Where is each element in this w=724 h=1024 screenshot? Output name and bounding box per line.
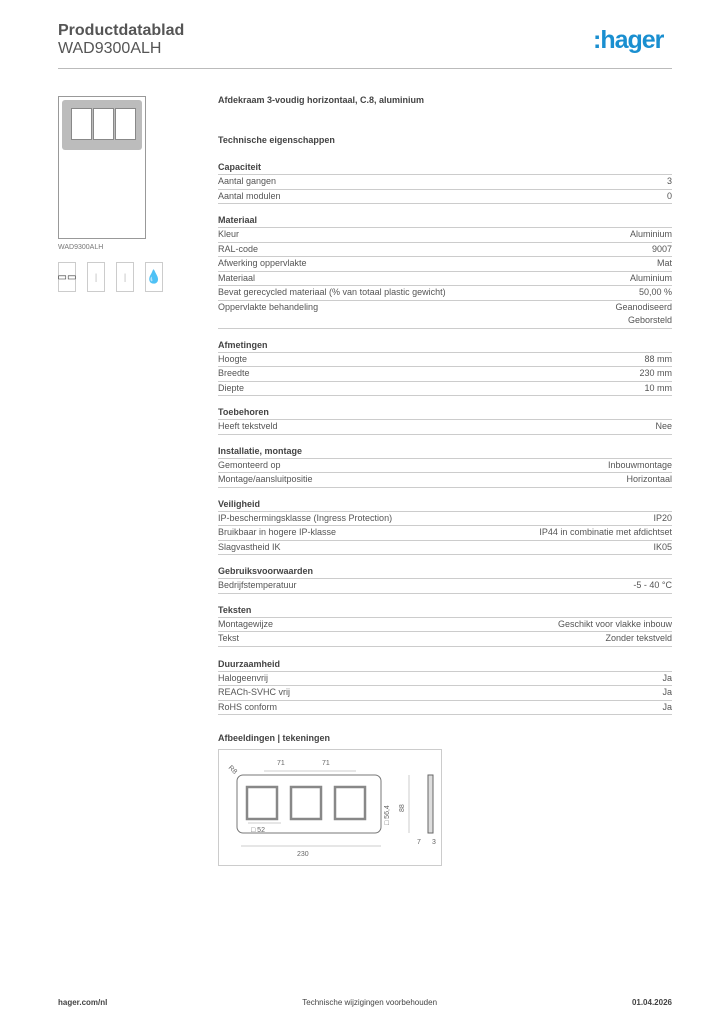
spec-row xyxy=(218,541,672,556)
spec-row xyxy=(218,701,672,716)
spec-label: Gemonteerd op xyxy=(218,459,281,470)
dim-width: 230 xyxy=(297,851,309,858)
spec-row xyxy=(218,579,672,594)
spec-row xyxy=(218,257,672,272)
footer xyxy=(58,998,672,1007)
blank-thumbnail-icon[interactable]: | xyxy=(116,262,134,292)
tech-title: Technische eigenschappen xyxy=(218,135,335,145)
footer-date: 01.04.2026 xyxy=(631,998,672,1007)
product-code: WAD9300ALH xyxy=(58,40,162,57)
spec-row xyxy=(218,286,672,301)
page-title: Productdatablad xyxy=(58,22,185,39)
spec-label: RoHS conform xyxy=(218,701,278,712)
spec-row xyxy=(218,420,672,435)
spec-label: Bedrijfstemperatuur xyxy=(218,580,297,590)
water-drops-icon[interactable]: 💧 xyxy=(145,262,163,292)
image-caption: WAD9300ALH xyxy=(58,244,104,251)
spec-value: IK05 xyxy=(653,541,672,552)
spec-value: Nee xyxy=(655,421,672,431)
dim-pitch1: 71 xyxy=(277,760,285,767)
spec-value: -5 - 40 °C xyxy=(633,580,672,590)
spec-label: Heeft tekstveld xyxy=(218,421,278,431)
spec-label: Bevat gerecycled materiaal (% van totaal plastic gewicht) xyxy=(218,287,446,297)
spec-label: RAL-code xyxy=(218,243,259,254)
spec-row xyxy=(218,382,672,397)
section-title: Gebruiksvoorwaarden xyxy=(218,565,672,579)
spec-value: IP20 xyxy=(653,512,672,523)
spec-label: IP-beschermingsklasse (Ingress Protection) xyxy=(218,512,393,523)
spec-section xyxy=(218,604,672,647)
spec-label: Montagewijze xyxy=(218,618,274,629)
spec-row xyxy=(218,526,672,541)
spec-value: 3 xyxy=(666,176,672,186)
spec-value: 88 mm xyxy=(644,353,672,364)
spec-value: Ja xyxy=(662,701,672,712)
spec-row xyxy=(218,190,672,205)
spec-section xyxy=(218,339,672,397)
product-description: Afdekraam 3-voudig horizontaal, C.8, aluminium xyxy=(218,95,425,105)
spec-label: Slagvastheid IK xyxy=(218,541,281,552)
section-title: Materiaal xyxy=(218,214,672,228)
spec-label: Tekst xyxy=(218,633,240,643)
footer-website[interactable]: hager.com/nl xyxy=(58,998,108,1007)
spec-value: Inbouwmontage xyxy=(607,459,672,470)
spec-section xyxy=(218,658,672,716)
spec-row xyxy=(218,618,672,633)
spec-row xyxy=(218,175,672,190)
spec-row xyxy=(218,672,672,687)
spec-row xyxy=(218,473,672,488)
hager-logo: :hager xyxy=(593,26,664,54)
blank-thumbnail-icon[interactable]: | xyxy=(87,262,105,292)
section-title: Teksten xyxy=(218,604,672,618)
spec-row xyxy=(218,512,672,527)
dim-radius: R8 xyxy=(226,764,239,776)
dim-inner-h: □ 56,4 xyxy=(384,805,391,825)
spec-label: Hoogte xyxy=(218,353,248,364)
spec-value: Horizontaal xyxy=(626,474,672,484)
spec-value: Geschikt voor vlakke inbouw xyxy=(557,618,672,629)
spec-value: Aluminium xyxy=(629,229,672,239)
spec-label: Montage/aansluitpositie xyxy=(218,474,313,484)
spec-label: Aantal gangen xyxy=(218,176,277,186)
dim-depth2: 3 xyxy=(432,839,436,846)
spec-value: Ja xyxy=(662,672,672,683)
spec-label: REACh-SVHC vrij xyxy=(218,687,291,697)
spec-label: Diepte xyxy=(218,382,245,393)
spec-value: IP44 in combinatie met afdichtset xyxy=(539,527,672,537)
section-title: Duurzaamheid xyxy=(218,658,672,672)
spec-label: Oppervlakte behandeling xyxy=(218,301,319,312)
spec-value: Mat xyxy=(656,258,672,268)
spec-row xyxy=(218,353,672,368)
spec-section xyxy=(218,161,672,204)
spec-content xyxy=(218,95,672,866)
spec-label: Kleur xyxy=(218,229,240,239)
spec-row xyxy=(218,301,672,329)
spec-row xyxy=(218,459,672,474)
frame-thumbnail-icon[interactable]: ▭▭ xyxy=(58,262,76,292)
section-title: Toebehoren xyxy=(218,406,672,420)
spec-row xyxy=(218,686,672,701)
spec-value: Zonder tekstveld xyxy=(605,633,672,643)
spec-value: Geanodiseerd Geborsteld xyxy=(615,301,672,325)
spec-section xyxy=(218,498,672,556)
drawings-title: Afbeeldingen | tekeningen xyxy=(218,733,331,743)
spec-row xyxy=(218,632,672,647)
dim-depth1: 7 xyxy=(417,839,421,846)
spec-label: Breedte xyxy=(218,368,250,378)
spec-label: Materiaal xyxy=(218,272,256,283)
dim-height: 88 xyxy=(399,804,406,812)
product-image xyxy=(58,96,146,239)
spec-row xyxy=(218,243,672,258)
spec-row xyxy=(218,228,672,243)
footer-disclaimer: Technische wijzigingen voorbehouden xyxy=(302,998,438,1007)
spec-value: Ja xyxy=(662,687,672,697)
spec-label: Afwerking oppervlakte xyxy=(218,258,307,268)
section-title: Capaciteit xyxy=(218,161,672,175)
spec-value: 10 mm xyxy=(644,382,672,393)
spec-value: 0 xyxy=(666,190,672,201)
spec-label: Halogeenvrij xyxy=(218,672,269,683)
section-title: Installatie, montage xyxy=(218,445,672,459)
spec-section xyxy=(218,406,672,435)
spec-label: Bruikbaar in hogere IP-klasse xyxy=(218,527,337,537)
thumbnail-icons xyxy=(58,262,163,292)
spec-value: Aluminium xyxy=(629,272,672,283)
dim-pitch2: 71 xyxy=(322,760,330,767)
spec-value: 230 mm xyxy=(639,368,672,378)
spec-value: 50,00 % xyxy=(638,287,672,297)
divider xyxy=(58,68,672,69)
section-title: Veiligheid xyxy=(218,498,672,512)
dim-inner-w: □ 52 xyxy=(251,827,265,834)
spec-value: 9007 xyxy=(651,243,672,254)
spec-label: Aantal modulen xyxy=(218,190,281,201)
spec-section xyxy=(218,445,672,488)
spec-section xyxy=(218,565,672,594)
spec-section xyxy=(218,214,672,329)
spec-row xyxy=(218,367,672,382)
technical-drawing xyxy=(218,749,442,866)
section-title: Afmetingen xyxy=(218,339,672,353)
spec-row xyxy=(218,272,672,287)
